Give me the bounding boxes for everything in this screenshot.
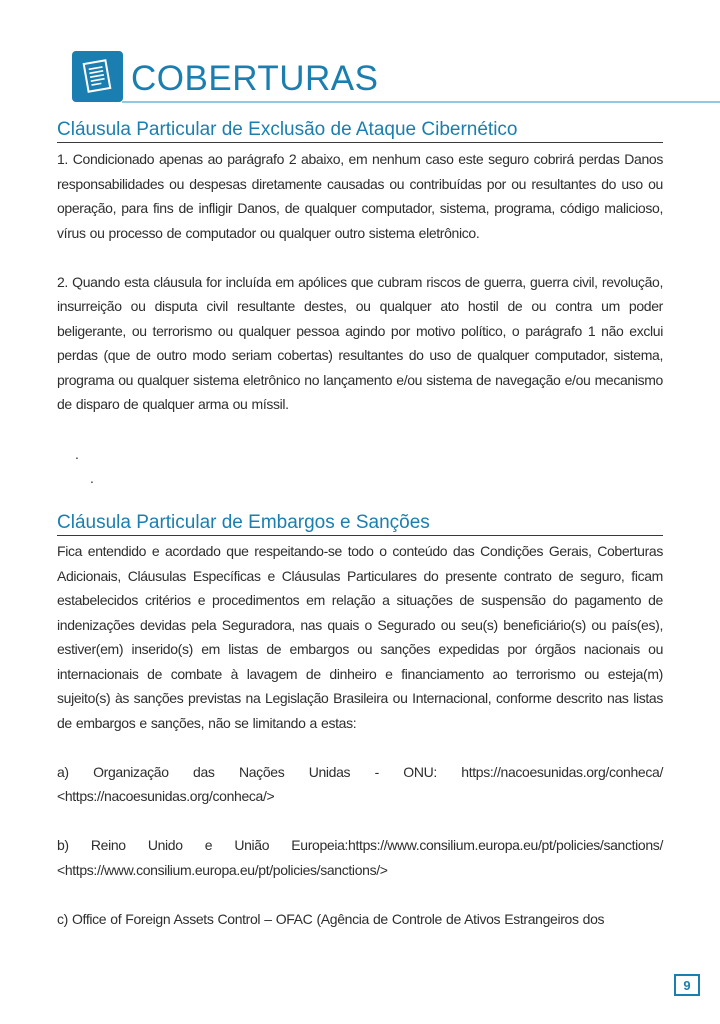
page-title: COBERTURAS — [131, 59, 379, 98]
list-item: a) Organização das Nações Unidas - ONU: https://nacoesunidas.org/conheca/ <https://nacoesunidas.org/conheca/> — [57, 763, 663, 804]
paragraph: Fica entendido e acordado que respeitando-se todo o conteúdo das Condições Gerais, Coberturas Adicionais, Cláusulas Específicas e Cláusulas Particulares do presente contrato de seguro, ficam estabelecidos critérios e procedimentos em relação a situações de suspensão do pagamento de indenizações devidas pela Seguradora, nas quais o Segurado ou seu(s) beneficiário(s) ou país(es), estiver(em) inserido(s) em listas de embargos ou sanções expedidas por órgãos nacionais ou internacionais de combate à lavagem de dinheiro e financiamento ao terrorismo ou esteja(m) sujeito(s) às sanções previstas na Legislação Brasileira ou Internacional, conforme descrito nas listas de embargos e sanções, não se limitando a estas: — [57, 543, 663, 731]
paragraph: 1. Condicionado apenas ao parágrafo 2 abaixo, em nenhum caso este seguro cobrirá perdas Danos responsabilidades ou despesas diretamente causadas ou contribuídas por ou resultantes do uso ou operação, para fins de infligir Danos, de qualquer computador, sistema, programa, código malicioso, vírus ou processo de computador ou qualquer outro sistema eletrônico. — [57, 151, 663, 241]
section-divider — [57, 142, 663, 143]
section-heading-embargos: Cláusula Particular de Embargos e Sanções — [57, 512, 430, 533]
list-item: c) Office of Foreign Assets Control – OFAC (Agência de Controle de Ativos Estrangeiros dos — [57, 910, 605, 927]
document-icon — [72, 51, 123, 102]
section-body-embargos — [57, 539, 663, 931]
stray-dot: . — [75, 446, 79, 462]
list-item: b) Reino Unido e União Europeia:https://www.consilium.europa.eu/pt/policies/sanctions/ <https://www.consilium.europa.eu/pt/policies/sanctions/> — [57, 837, 663, 878]
section-divider — [57, 535, 663, 536]
section-body-cyber — [57, 147, 663, 417]
paragraph: 2. Quando esta cláusula for incluída em apólices que cubram riscos de guerra, guerra civil, revolução, insurreição ou disputa civil resultante destes, ou qualquer ato hostil de ou contra um poder beligerante, ou terrorismo ou qualquer pessoa agindo por motivo político, o parágrafo 1 não exclui perdas (que de outro modo seriam cobertas) resultantes do uso de qualquer computador, sistema, programa ou qualquer sistema eletrônico no lançamento e/ou sistema de navegação e/ou mecanismo de disparo de qualquer arma ou míssil. — [57, 273, 663, 412]
page-number: 9 — [674, 974, 700, 996]
header-divider — [122, 101, 720, 103]
section-heading-cyber: Cláusula Particular de Exclusão de Ataque Cibernético — [57, 119, 518, 140]
stray-dot: . — [90, 470, 94, 486]
